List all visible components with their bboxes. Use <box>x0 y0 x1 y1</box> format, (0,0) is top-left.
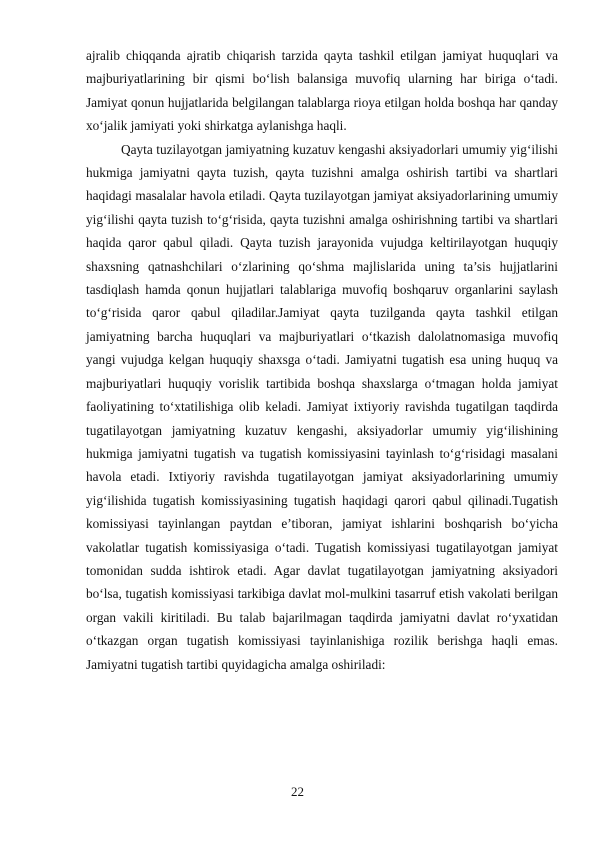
document-page <box>86 44 558 676</box>
page-number: 22 <box>291 784 304 799</box>
paragraph-continuation: ajralib chiqqanda ajratib chiqarish tarzida qayta tashkil etilgan jamiyat huquqlari va majburiyatlarining bir qismi bo‘lish balansiga muvofiq ularning har biriga o‘tadi. Jamiyat qonun hujjatlarida belgilangan talablarga rioya etilgan holda boshqa har qanday xo‘jalik jamiyati yoki shirkatga aylanishga haqli. <box>86 48 558 134</box>
paragraph-reorganization: Qayta tuzilayotgan jamiyatning kuzatuv kengashi aksiyadorlari umumiy yig‘ilishi hukmiga jamiyatni qayta tuzish, qayta tuzishni amalga oshirish tartibi va shartlari haqidagi masalalar havola etiladi. Qayta tuzilayotgan jamiyat aksiyadorlarining umumiy yig‘ilishi qayta tuzish to‘g‘risida, qayta tuzishni amalga oshirishning tartibi va shartlari haqida qaror qabul qiladi. Qayta tuzish jarayonida vujudga keltirilayotgan huquqiy shaxsning qatnashchilari o‘zlarining qo‘shma majlislarida uning ta’sis hujjatlarini tasdiqlash hamda qonun hujjatlari talablariga muvofiq boshqaruv organlarini saylash to‘g‘risida qaror qabul qiladilar.Jamiyat qayta tuzilganda qayta tashkil etilgan jamiyatning barcha huquqlari va majburiyatlari o‘tkazish dalolatnomasiga muvofiq yangi vujudga kelgan huquqiy shaxsga o‘tadi. Jamiyatni tugatish esa uning huquq va majburiyatlari huquqiy vorislik tartibida boshqa shaxslarga o‘tmagan holda jamiyat faoliyatining to‘xtatilishiga olib keladi. Jamiyat ixtiyoriy ravishda tugatilgan taqdirda tugatilayotgan jamiyatning kuzatuv kengashi, aksiyadorlar umumiy yig‘ilishining hukmiga jamiyatni tugatish va tugatish komissiyasini tayinlash to‘g‘risidagi masalani havola etadi. Ixtiyoriy ravishda tugatilayotgan jamiyat aksiyadorlarining umumiy yig‘ilishida tugatish komissiyasining tugatish haqidagi qarori qabul qilinadi.Tugatish komissiyasi tayinlangan paytdan e’tiboran, jamiyat ishlarini boshqarish bo‘yicha vakolatlar tugatish komissiyasiga o‘tadi. Tugatish komissiyasi tugatilayotgan jamiyat tomonidan sudda ishtirok etadi. Agar davlat tugatilayotgan jamiyatning aksiyadori bo‘lsa, tugatish komissiyasi tarkibiga davlat mol-mulkini tasarruf etish vakolati berilgan organ vakili kiritiladi. Bu talab bajarilmagan taqdirda jamiyatni davlat ro‘yxatidan o‘tkazgan organ tugatish komissiyasi tayinlanishiga rozilik berishga haqli emas. Jamiyatni tugatish tartibi quyidagicha amalga oshiriladi: <box>86 141 558 672</box>
